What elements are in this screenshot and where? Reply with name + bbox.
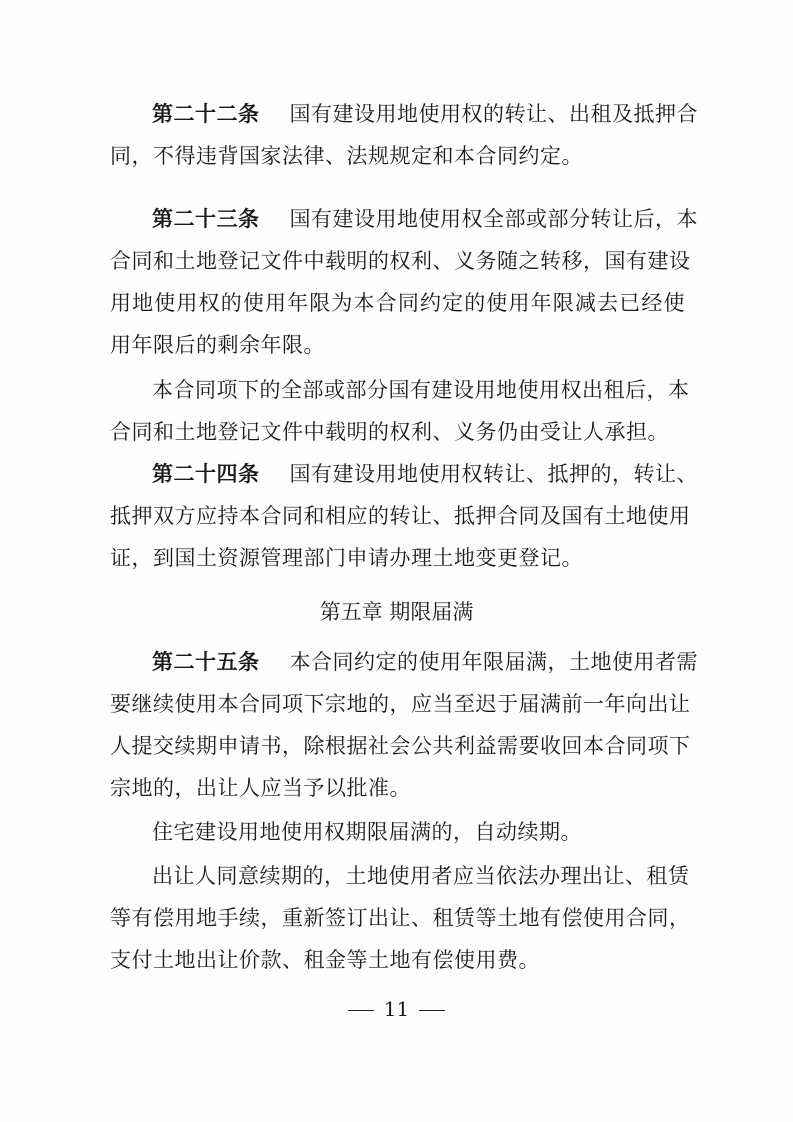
article-22-line-1: 第二十二条 国有建设用地使用权的转让、出租及抵押合 [152,101,698,126]
article-24-number: 第二十四条 [152,461,260,486]
paragraph-25b: 住宅建设用地使用权期限届满的，自动续期。 [152,820,582,844]
paragraph-25c-line-3: 支付土地出让价款、租金等土地有偿使用费。 [110,948,540,972]
paragraph-23b-line-2: 合同和土地登记文件中载明的权利、义务仍由受让人承担。 [110,420,669,444]
article-25-line-2: 要继续使用本合同项下宗地的，应当至迟于届满前一年向出让 [110,692,691,716]
dash-right [419,1010,445,1011]
article-25-line-4: 宗地的，出让人应当予以批准。 [110,776,411,800]
article-25-number: 第二十五条 [152,649,260,674]
chapter-heading: 第五章 期限届满 [319,600,474,624]
article-23-line-3: 用地使用权的使用年限为本合同约定的使用年限减去已经使 [110,291,685,315]
page-number: 11 [0,995,793,1023]
article-24-line-3: 证，到国土资源管理部门申请办理土地变更登记。 [110,546,583,570]
paragraph-25c-line-1: 出让人同意续期的，土地使用者应当依法办理出让、租赁 [152,864,690,888]
article-23-line-2: 合同和土地登记文件中载明的权利、义务随之转移，国有建设 [110,249,691,273]
paragraph-25c-line-2: 等有偿用地手续，重新签订出让、租赁等土地有偿使用合同， [110,906,691,930]
article-23-line-4: 用年限后的剩余年限。 [110,333,325,357]
article-22-number: 第二十二条 [152,101,260,126]
article-23-line-1: 第二十三条 国有建设用地使用权全部或部分转让后，本 [152,206,698,231]
paragraph-23b-line-1: 本合同项下的全部或部分国有建设用地使用权出租后，本 [152,378,690,402]
article-24-line-1: 第二十四条 国有建设用地使用权转让、抵押的，转让、 [152,461,698,486]
article-23-number: 第二十三条 [152,206,260,231]
article-24-line-2: 抵押双方应持本合同和相应的转让、抵押合同及国有土地使用 [110,504,691,528]
dash-left [348,1010,374,1011]
article-22-line-2: 同，不得违背国家法律、法规规定和本合同约定。 [110,144,583,168]
article-25-line-3: 人提交续期申请书，除根据社会公共利益需要收回本合同项下 [110,734,691,758]
article-25-line-1: 第二十五条 本合同约定的使用年限届满，土地使用者需 [152,649,698,674]
